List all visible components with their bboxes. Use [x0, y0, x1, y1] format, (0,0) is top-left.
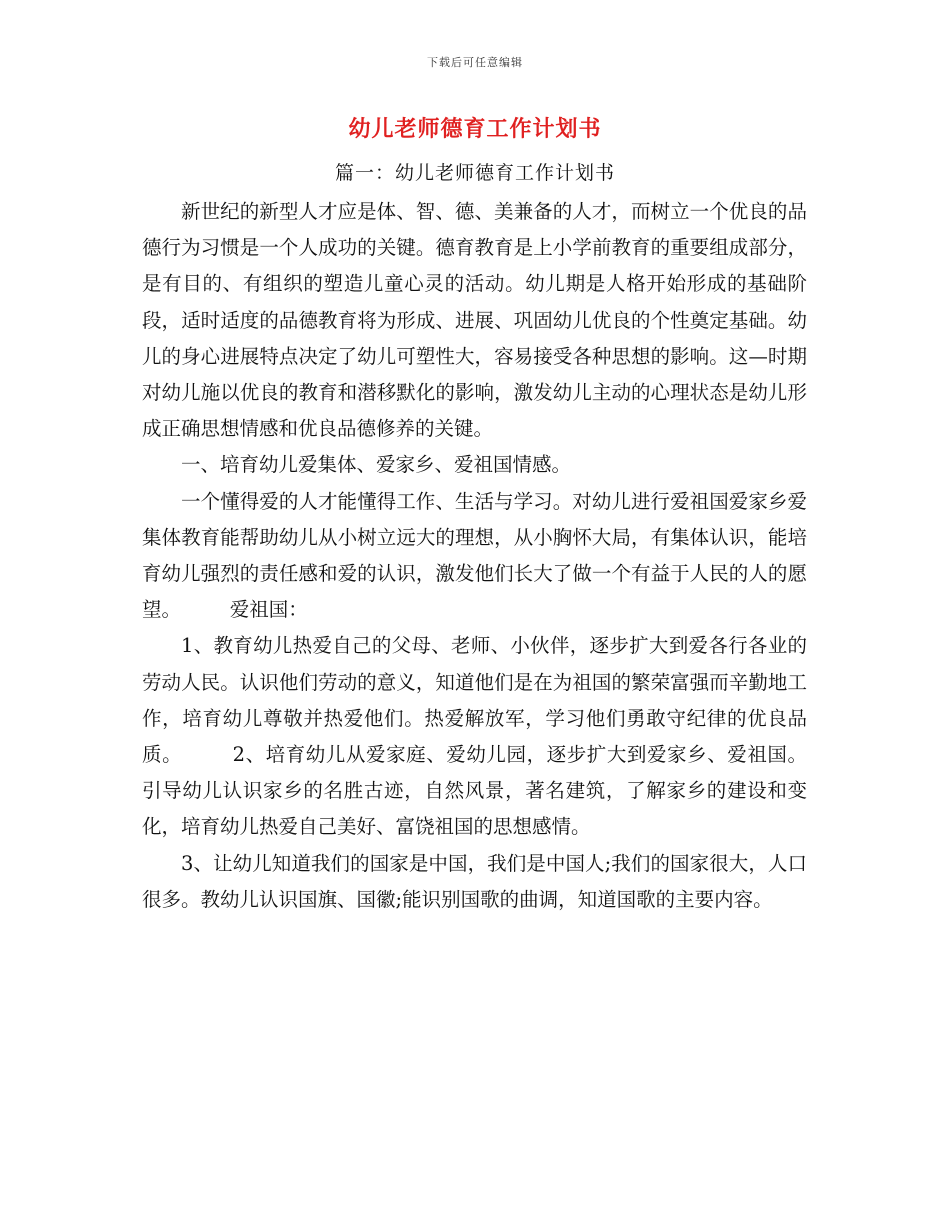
document-subtitle: 篇一：幼儿老师德育工作计划书 — [334, 162, 615, 184]
page-header-note: 下载后可任意编辑 — [427, 56, 523, 69]
section-heading-1: 一、培育幼儿爱集体、爱家乡、爱祖国情感。 — [181, 453, 572, 477]
document-title: 幼儿老师德育工作计划书 — [348, 116, 602, 142]
paragraph-item-3: 3、让幼儿知道我们的国家是中国，我们是中国人;我们的国家很大，人口很多。教幼儿认识国旗、国徽;能识别国歌的曲调，知道国歌的主要内容。 — [142, 851, 807, 911]
paragraph-intro: 新世纪的新型人才应是体、智、德、美兼备的人才，而树立一个优良的品德行为习惯是一个人成功的关键。德育教育是上小学前教育的重要组成部分，是有目的、有组织的塑造儿童心灵的活动。幼儿期是人格开始形成的基础阶段，适时适度的品德教育将为形成、进展、巩固幼儿优良的个性奠定基础。幼儿的身心进展特点决定了幼儿可塑性大，容易接受各种思想的影响。这—时期对幼儿施以优良的教育和潜移默化的影响，激发幼儿主动的心理状态是幼儿形成正确思想情感和优良品德修养的关键。 — [142, 200, 807, 441]
document-body — [142, 194, 807, 918]
paragraph-love: 一个懂得爱的人才能懂得工作、生活与学习。对幼儿进行爱祖国爱家乡爱集体教育能帮助幼儿从小树立远大的理想，从小胸怀大局，有集体认识，能培育幼儿强烈的责任感和爱的认识，激发他们长大了做一个有益于人民的人的愿望。 爱祖国： — [142, 489, 807, 622]
paragraph-item-1-2: 1、教育幼儿热爱自己的父母、老师、小伙伴，逐步扩大到爱各行各业的劳动人民。认识他们劳动的意义，知道他们是在为祖国的繁荣富强而辛勤地工作，培育幼儿尊敬并热爱他们。热爱解放军，学习他们勇敢守纪律的优良品质。 2、培育幼儿从爱家庭、爱幼儿园，逐步扩大到爱家乡、爱祖国。引导幼儿认识家乡的名胜古迹，自然风景，著名建筑，了解家乡的建设和变化，培育幼儿热爱自己美好、富饶祖国的思想感情。 — [142, 634, 807, 839]
